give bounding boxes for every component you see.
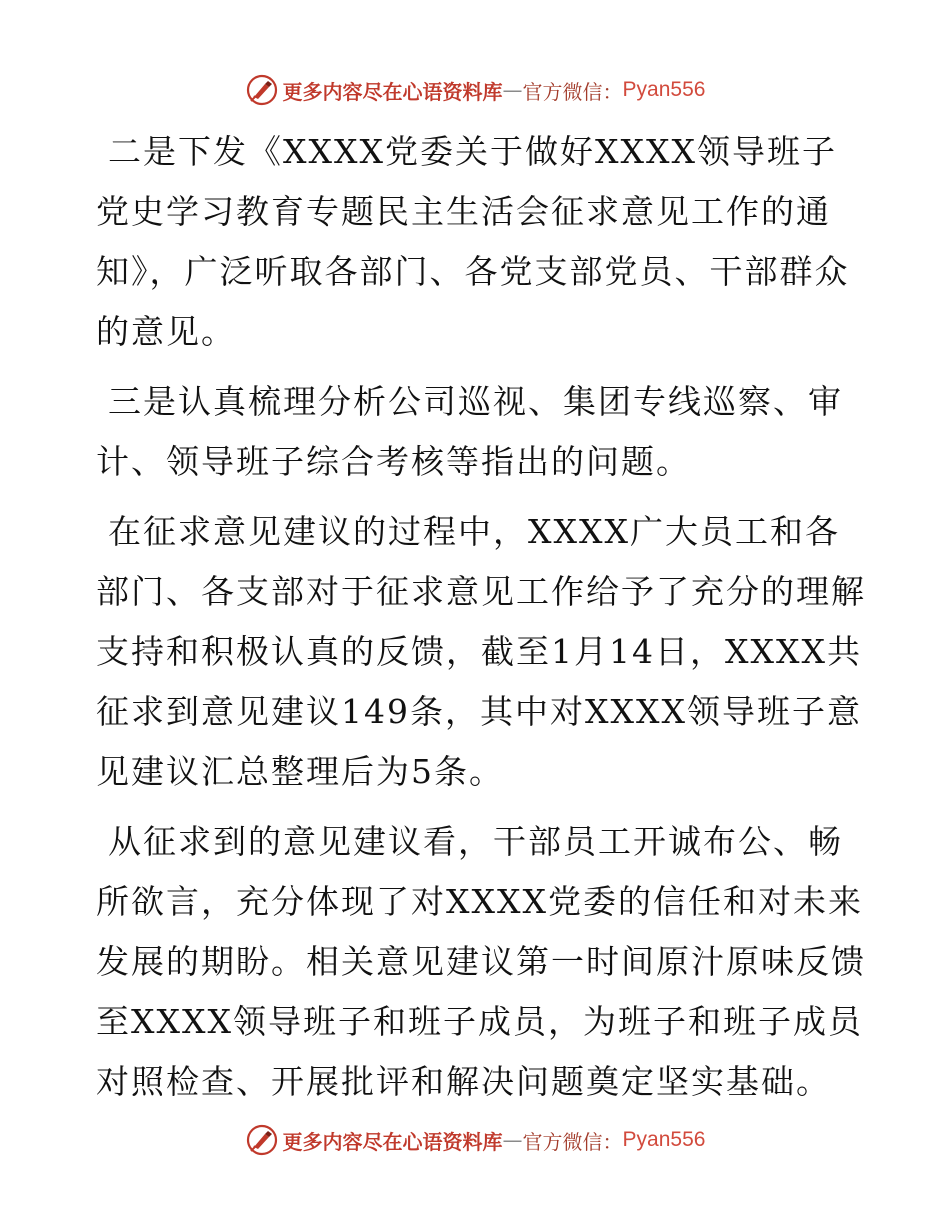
footer-watermark-banner[interactable] xyxy=(0,1120,950,1160)
paragraph-4: 从征求到的意见建议看，干部员工开诚布公、畅所欲言，充分体现了对XXXX党委的信任和对未来发展的期盼。相关意见建议第一时间原汁原味反馈至XXXX领导班子和班子成员，为班子和班子成员对照检查、开展批评和解决问题奠定坚实基础。 xyxy=(96,822,866,1101)
paragraph-3: 在征求意见建议的过程中，XXXX广大员工和各部门、各支部对于征求意见工作给予了充分的理解支持和积极认真的反馈，截至1月14日，XXXX共征求到意见建议149条，其中对XXXX领导班子意见建议汇总整理后为5条。 xyxy=(96,512,866,791)
banner-dash: — xyxy=(502,1128,523,1152)
paragraph-1: 二是下发《XXXX党委关于做好XXXX领导班子党史学习教育专题民主生活会征求意见工作的通知》，广泛听取各部门、各党支部党员、干部群众的意见。 xyxy=(96,132,850,351)
header-watermark-banner[interactable] xyxy=(0,70,950,110)
banner-dash: — xyxy=(502,78,523,102)
banner-wechat-id: Pyan556 xyxy=(622,1128,706,1151)
banner-lead-text: 更多内容尽在心语资料库 xyxy=(282,1129,503,1154)
banner-wechat-label: 官方微信： xyxy=(522,1129,623,1154)
document-body xyxy=(96,122,866,1122)
pen-nib-logo-icon xyxy=(245,73,279,107)
banner-lead-text: 更多内容尽在心语资料库 xyxy=(282,79,503,104)
pen-nib-logo-icon xyxy=(245,1123,279,1157)
paragraph-2: 三是认真梳理分析公司巡视、集团专线巡察、审计、领导班子综合考核等指出的问题。 xyxy=(96,382,843,481)
banner-wechat-label: 官方微信： xyxy=(522,79,623,104)
banner-wechat-id: Pyan556 xyxy=(622,78,706,101)
